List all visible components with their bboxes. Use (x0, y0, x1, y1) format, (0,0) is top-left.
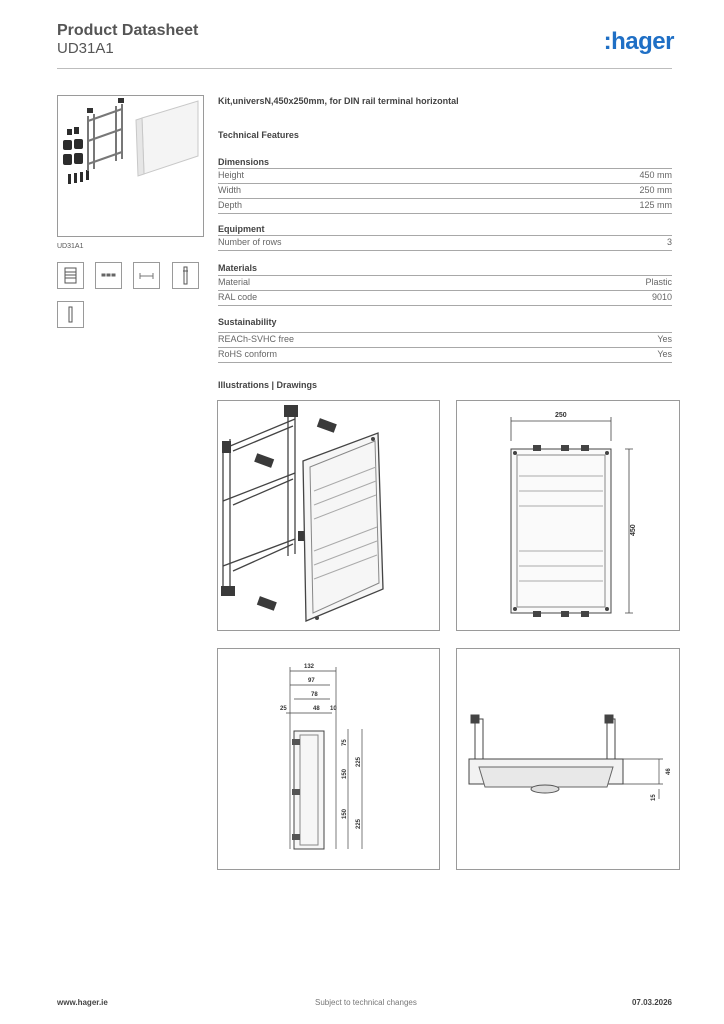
hager-logo: :hager (603, 28, 674, 55)
dim-78: 78 (311, 692, 318, 698)
side-pictogram-icon[interactable] (172, 262, 199, 289)
terminal-pictogram-icon[interactable] (57, 301, 84, 328)
drawing-top-view (456, 648, 680, 870)
illustrations-heading: Illustrations | Drawings (218, 380, 318, 390)
dim-46: 46 (666, 768, 672, 775)
technical-features-heading: Technical Features (218, 130, 299, 140)
dim-75: 75 (342, 739, 348, 746)
dim-132: 132 (304, 664, 315, 670)
spec-row (218, 168, 672, 183)
spec-row (218, 347, 672, 363)
spec-value: 125 mm (639, 200, 672, 210)
footer-website[interactable]: www.hager.ie (57, 998, 108, 1007)
section-title-materials: Materials (218, 263, 258, 273)
front-height-label: 450 (630, 524, 637, 536)
footer-note: Subject to technical changes (315, 998, 417, 1007)
spec-value: 3 (666, 237, 672, 247)
spec-row (218, 332, 672, 347)
spec-label: RAL code (218, 292, 258, 302)
spec-value: 9010 (651, 292, 672, 302)
header-divider (57, 68, 672, 69)
mounting-pictogram-icon[interactable] (95, 262, 122, 289)
spec-row (218, 198, 672, 214)
front-width-label: 250 (555, 412, 567, 419)
spec-label: Height (218, 170, 245, 180)
drawing-side-view (217, 648, 440, 870)
spec-label: Width (218, 185, 242, 195)
dim-225-lower: 225 (356, 818, 362, 829)
spec-value: Yes (657, 349, 672, 359)
spec-value: 450 mm (639, 170, 672, 180)
dim-97: 97 (308, 678, 315, 684)
spec-row (218, 235, 672, 251)
footer-date: 07.03.2026 (631, 998, 672, 1007)
dim-150-lower: 150 (342, 808, 348, 819)
dim-10: 10 (330, 706, 337, 712)
rail-pictogram-icon[interactable] (57, 262, 84, 289)
dim-150-upper: 150 (342, 768, 348, 779)
spec-label: Material (218, 277, 251, 287)
spec-value: 250 mm (639, 185, 672, 195)
dim-15: 15 (651, 794, 657, 801)
product-reference: UD31A1 (57, 40, 114, 57)
spec-label: Depth (218, 200, 243, 210)
section-title-equipment: Equipment (218, 224, 265, 234)
dim-48: 48 (313, 706, 320, 712)
page-title: Product Datasheet (57, 22, 199, 39)
spec-label: RoHS conform (218, 349, 278, 359)
spec-row (218, 275, 672, 290)
spec-label: REACh-SVHC free (218, 334, 295, 344)
spec-row (218, 290, 672, 306)
spec-value: Plastic (645, 277, 672, 287)
product-image-caption: UD31A1 (57, 243, 84, 250)
product-description: Kit,universN,450x250mm, for DIN rail terminal horizontal (218, 96, 459, 106)
drawing-exploded-view (217, 400, 440, 631)
drawing-front-view (456, 400, 680, 631)
section-title-dimensions: Dimensions (218, 157, 270, 167)
product-image (57, 95, 204, 237)
dimension-pictogram-icon[interactable] (133, 262, 160, 289)
dim-25: 25 (280, 706, 287, 712)
spec-label: Number of rows (218, 237, 282, 247)
dim-225-upper: 225 (356, 756, 362, 767)
spec-value: Yes (657, 334, 672, 344)
spec-row (218, 183, 672, 198)
section-title-sustainability: Sustainability (218, 317, 277, 327)
